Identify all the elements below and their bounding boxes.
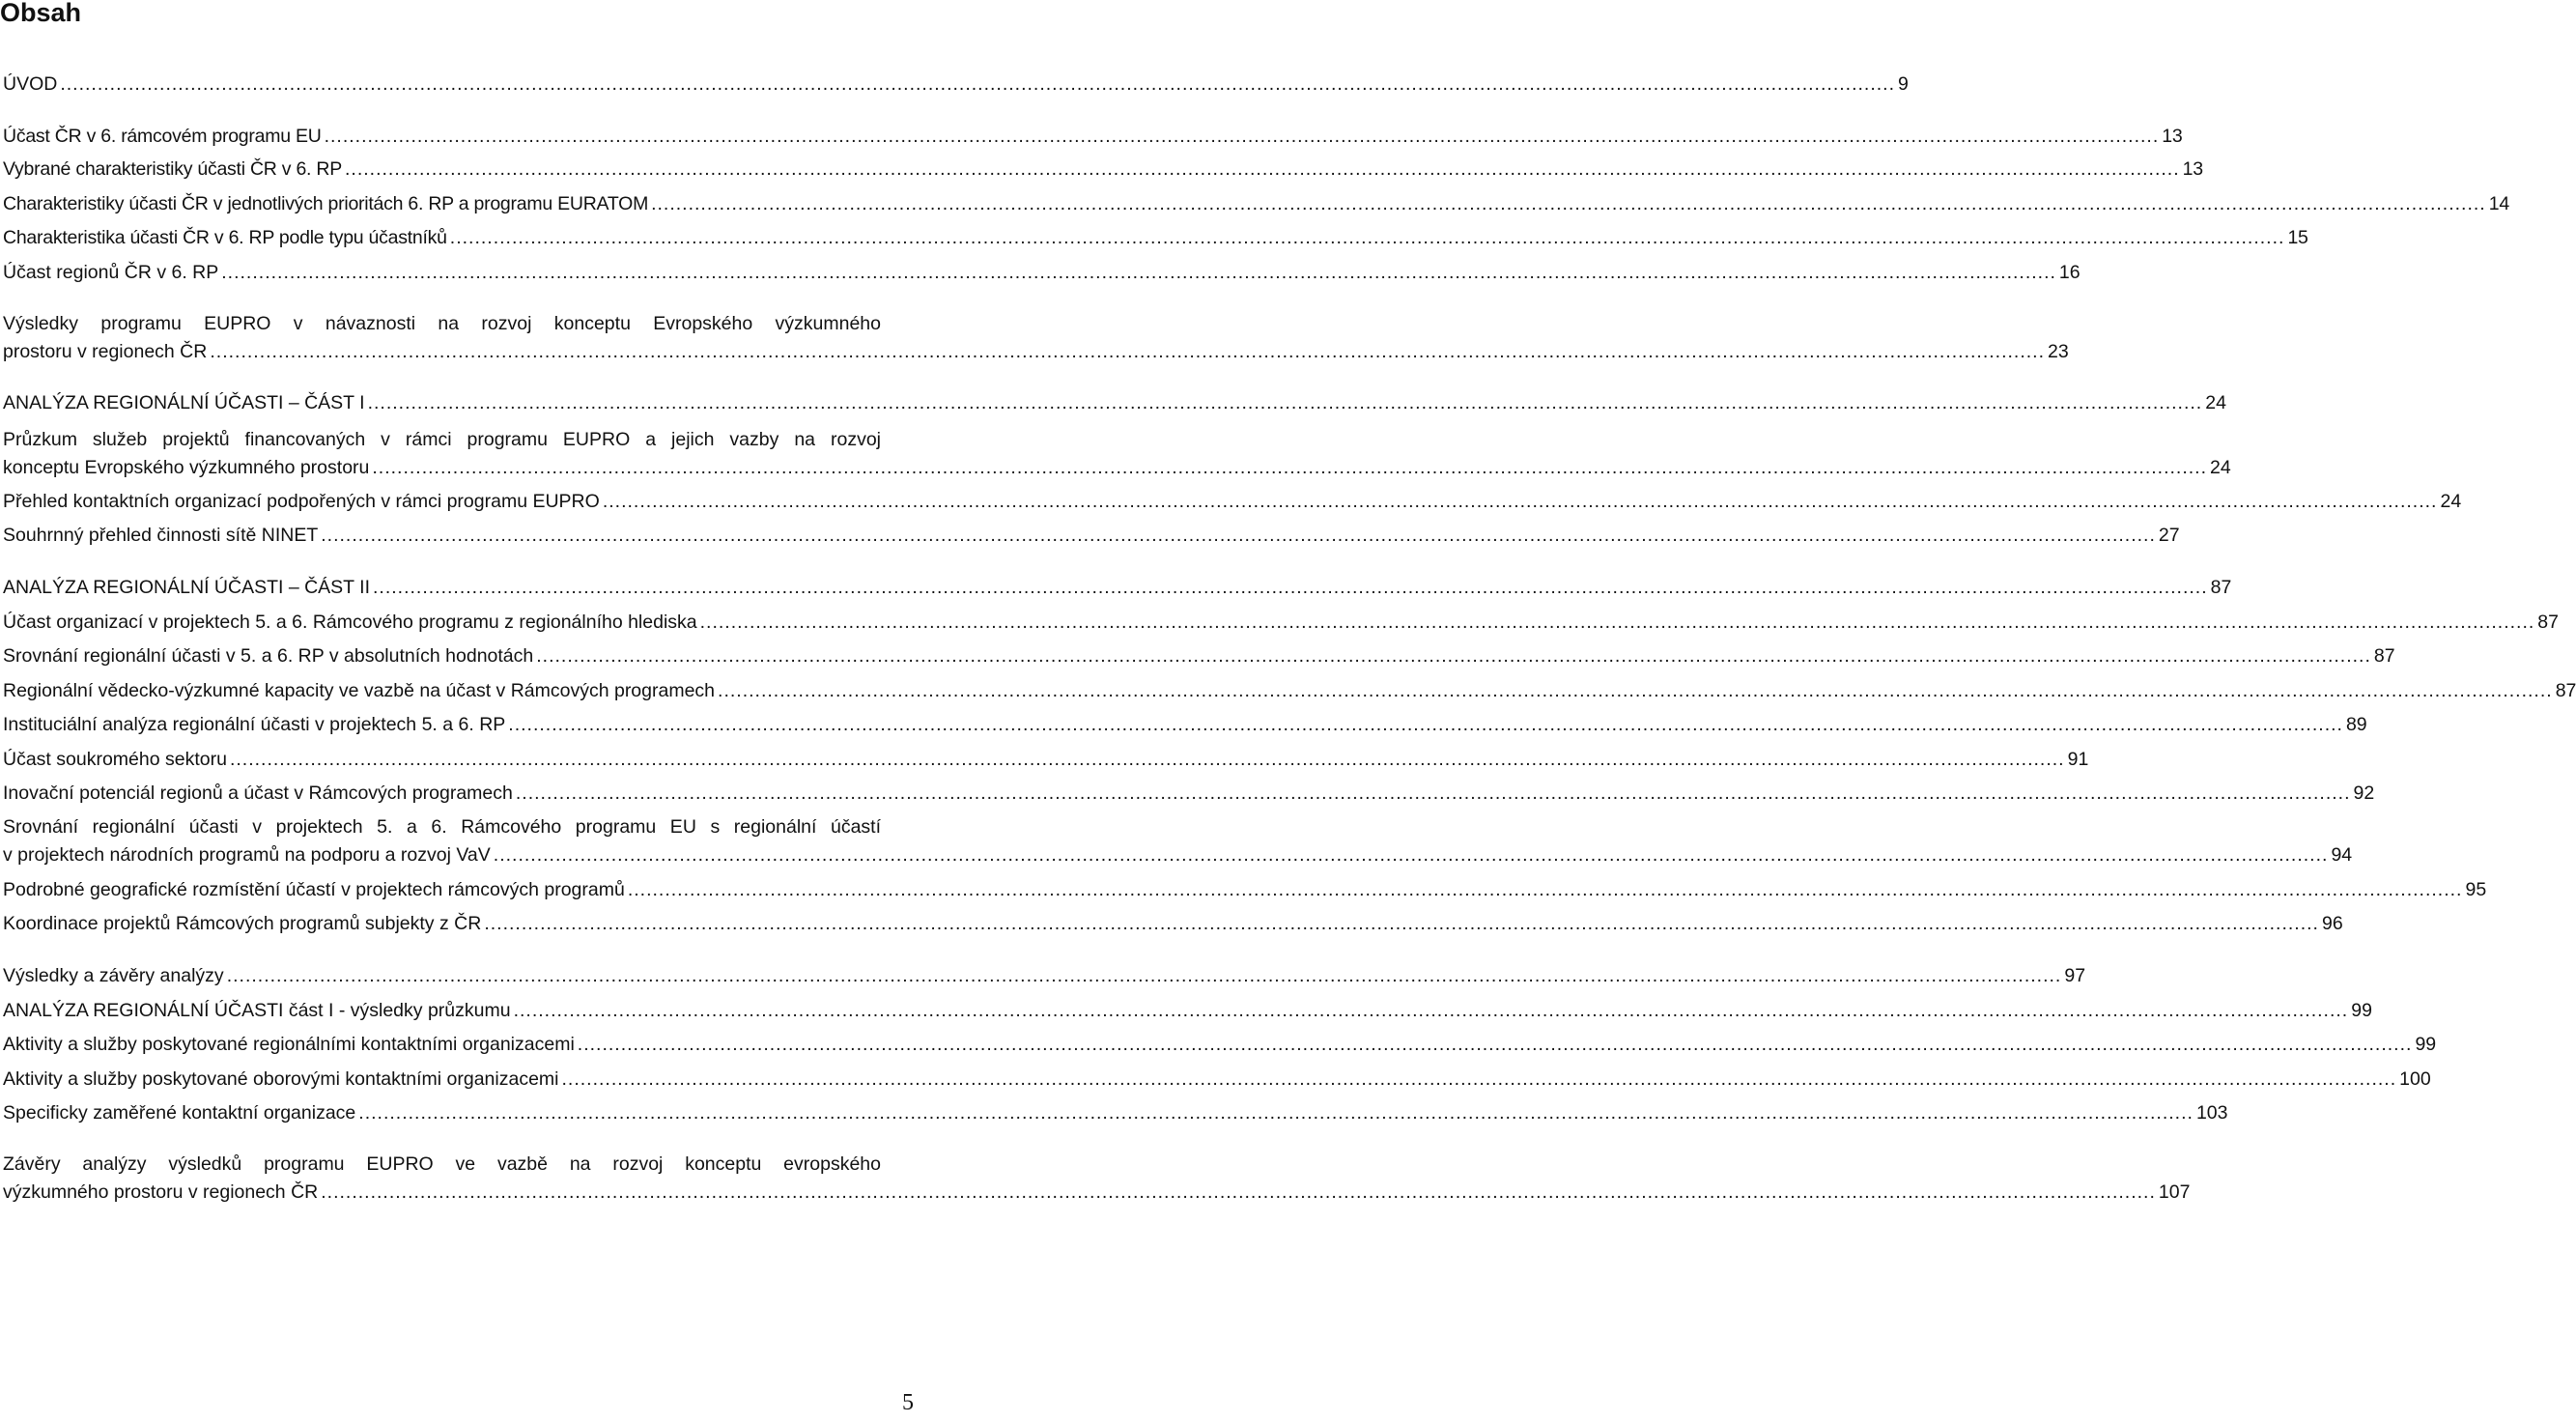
toc-entry-title: prostoru v regionech ČR <box>3 341 208 362</box>
toc-entry[interactable] <box>3 609 2559 637</box>
toc-entry[interactable] <box>3 780 2375 808</box>
toc-entry[interactable] <box>3 156 2203 184</box>
toc-entry[interactable] <box>3 1151 2191 1207</box>
toc-leader-dots: ........................................................................................................................................................................................................................................................................................................ <box>373 577 2208 598</box>
toc-entry[interactable] <box>3 389 2226 417</box>
toc-entry-title: Účast ČR v 6. rámcovém programu EU <box>3 126 322 147</box>
toc-page-number: 99 <box>2351 1000 2372 1021</box>
toc-page-number: 91 <box>2067 749 2089 770</box>
toc-entry-title: Účast regionů ČR v 6. RP <box>3 262 219 283</box>
toc-entry[interactable] <box>3 310 2069 366</box>
toc-entry-title: Srovnání regionální účasti v 5. a 6. RP v absolutních hodnotách <box>3 645 534 667</box>
toc-leader-dots: ........................................................................................................................................................................................................................................................................................................ <box>221 262 2056 283</box>
toc-entry[interactable] <box>3 190 2509 218</box>
toc-leader-dots: ........................................................................................................................................................................................................................................................................................................ <box>210 341 2046 362</box>
toc-page-number: 15 <box>2287 227 2308 248</box>
toc-leader-dots: ........................................................................................................................................................................................................................................................................................................ <box>513 1000 2349 1021</box>
toc-entry-title: Aktivity a služby poskytované regionálními kontaktními organizacemi <box>3 1034 575 1055</box>
page-number: 5 <box>902 1390 914 1415</box>
toc-leader-dots: ........................................................................................................................................................................................................................................................................................................ <box>229 749 2065 770</box>
toc-leader-dots: ........................................................................................................................................................................................................................................................................................................ <box>561 1068 2397 1090</box>
toc-leader-dots: ........................................................................................................................................................................................................................................................................................................ <box>651 193 2486 214</box>
toc-entry-title: Charakteristiky účasti ČR v jednotlivých prioritách 6. RP a programu EURATOM <box>3 193 649 214</box>
toc-page-number: 23 <box>2048 341 2069 362</box>
toc-page-number: 96 <box>2321 913 2343 934</box>
toc-entry-title-line1: Závěry analýzy výsledků programu EUPRO ve vazbě na rozvoj konceptu evropského <box>3 1153 881 1175</box>
toc-leader-dots: ........................................................................................................................................................................................................................................................................................................ <box>602 491 2438 512</box>
toc-page-number: 87 <box>2555 680 2576 701</box>
toc-page-number: 87 <box>2373 645 2395 667</box>
toc-entry-title: Účast organizací v projektech 5. a 6. Rámcového programu z regionálního hlediska <box>3 612 697 633</box>
toc-leader-dots: ........................................................................................................................................................................................................................................................................................................ <box>372 457 2208 478</box>
toc-leader-dots: ........................................................................................................................................................................................................................................................................................................ <box>536 645 2371 667</box>
toc-leader-dots: ........................................................................................................................................................................................................................................................................................................ <box>345 158 2180 180</box>
toc-leader-dots: ........................................................................................................................................................................................................................................................................................................ <box>699 612 2535 633</box>
toc-entry-title: Podrobné geografické rozmístění účastí v projektech rámcových programů <box>3 879 625 900</box>
toc-page-number: 100 <box>2399 1068 2431 1090</box>
toc-entry[interactable] <box>3 224 2308 252</box>
toc-entry-title: Účast soukromého sektoru <box>3 749 227 770</box>
toc-leader-dots: ........................................................................................................................................................................................................................................................................................................ <box>358 1102 2194 1124</box>
toc-entry[interactable] <box>3 123 2183 151</box>
toc-entry-title: v projektech národních programů na podporu a rozvoj VaV <box>3 844 491 866</box>
toc-entry[interactable] <box>3 876 2487 904</box>
toc-entry-title: Regionální vědecko-výzkumné kapacity ve vazbě na účast v Rámcových programech <box>3 680 716 701</box>
toc-page-number: 89 <box>2345 714 2367 735</box>
toc-page-number: 107 <box>2158 1181 2191 1203</box>
toc-entry-title: konceptu Evropského výzkumného prostoru <box>3 457 370 478</box>
toc-entry[interactable] <box>3 426 2231 482</box>
toc-page-number: 87 <box>2210 577 2232 598</box>
toc-entry[interactable] <box>3 1031 2437 1059</box>
toc-entry[interactable] <box>3 71 1909 99</box>
toc-leader-dots: ........................................................................................................................................................................................................................................................................................................ <box>449 227 2285 248</box>
toc-entry[interactable] <box>3 997 2372 1025</box>
toc-leader-dots: ........................................................................................................................................................................................................................................................................................................ <box>718 680 2553 701</box>
toc-entry-title: výzkumného prostoru v regionech ČR <box>3 1181 319 1203</box>
toc-entry[interactable] <box>3 574 2232 602</box>
toc-entry[interactable] <box>3 259 2081 287</box>
toc-entry-title: Koordinace projektů Rámcových programů subjekty z ČR <box>3 913 482 934</box>
toc-page-number: 95 <box>2465 879 2487 900</box>
toc-entry[interactable] <box>3 488 2462 516</box>
toc-entry[interactable] <box>3 746 2089 774</box>
toc-entry-title-line1: Výsledky programu EUPRO v návaznosti na rozvoj konceptu Evropského výzkumného <box>3 313 881 334</box>
toc-page-number: 16 <box>2058 262 2081 283</box>
toc-entry[interactable] <box>3 910 2343 938</box>
toc-entry-title: Souhrnný přehled činnosti sítě NINET <box>3 525 319 546</box>
toc-entry-title: Specificky zaměřené kontaktní organizace <box>3 1102 356 1124</box>
toc-entry-title: Aktivity a služby poskytované oborovými kontaktními organizacemi <box>3 1068 559 1090</box>
toc-leader-dots: ........................................................................................................................................................................................................................................................................................................ <box>367 392 2203 413</box>
toc-entry-title: Charakteristika účasti ČR v 6. RP podle typu účastníků <box>3 227 447 248</box>
toc-entry[interactable] <box>3 642 2395 670</box>
toc-leader-dots: ........................................................................................................................................................................................................................................................................................................ <box>627 879 2463 900</box>
toc-leader-dots: ........................................................................................................................................................................................................................................................................................................ <box>321 1181 2156 1203</box>
toc-entry[interactable] <box>3 711 2367 739</box>
toc-entry-title: Inovační potenciál regionů a účast v Rámcových programech <box>3 783 513 804</box>
toc-page-number: 24 <box>2210 457 2231 478</box>
toc-entry[interactable] <box>3 1066 2431 1094</box>
toc-page-number: 24 <box>2440 491 2462 512</box>
toc-leader-dots: ........................................................................................................................................................................................................................................................................................................ <box>60 73 1895 95</box>
toc-leader-dots: ........................................................................................................................................................................................................................................................................................................ <box>324 126 2160 147</box>
toc-page-number: 99 <box>2415 1034 2437 1055</box>
toc-leader-dots: ........................................................................................................................................................................................................................................................................................................ <box>493 844 2329 866</box>
toc-entry-title: ANALÝZA REGIONÁLNÍ ÚČASTI část I - výsledky průzkumu <box>3 1000 511 1021</box>
toc-entry[interactable] <box>3 677 2576 705</box>
toc-leader-dots: ........................................................................................................................................................................................................................................................................................................ <box>508 714 2343 735</box>
toc-entry-title: Vybrané charakteristiky účasti ČR v 6. RP <box>3 158 342 180</box>
toc-page-number: 14 <box>2488 193 2509 214</box>
page-title: Obsah <box>0 0 82 27</box>
toc-page-number: 103 <box>2195 1102 2228 1124</box>
toc-leader-dots: ........................................................................................................................................................................................................................................................................................................ <box>484 913 2319 934</box>
toc-entry[interactable] <box>3 962 2086 990</box>
toc-page-number: 27 <box>2158 525 2180 546</box>
toc-page-number: 94 <box>2331 844 2353 866</box>
toc-leader-dots: ........................................................................................................................................................................................................................................................................................................ <box>577 1034 2413 1055</box>
toc-page-number: 13 <box>2162 126 2183 147</box>
toc-leader-dots: ........................................................................................................................................................................................................................................................................................................ <box>321 525 2156 546</box>
toc-entry-title: ÚVOD <box>3 73 58 95</box>
toc-leader-dots: ........................................................................................................................................................................................................................................................................................................ <box>226 965 2062 986</box>
toc-entry-title-line1: Srovnání regionální účasti v projektech 5. a 6. Rámcového programu EU s regionální účastí <box>3 816 881 838</box>
toc-entry-title: Přehled kontaktních organizací podpořených v rámci programu EUPRO <box>3 491 600 512</box>
toc-page-number: 13 <box>2182 158 2203 180</box>
toc-leader-dots: ........................................................................................................................................................................................................................................................................................................ <box>515 783 2351 804</box>
toc-entry-title-line1: Průzkum služeb projektů financovaných v rámci programu EUPRO a jejich vazby na rozvoj <box>3 429 881 450</box>
toc-entry[interactable] <box>3 813 2353 869</box>
toc-page-number: 24 <box>2205 392 2226 413</box>
toc-entry-title: ANALÝZA REGIONÁLNÍ ÚČASTI – ČÁST II <box>3 577 370 598</box>
toc-entry-title: ANALÝZA REGIONÁLNÍ ÚČASTI – ČÁST I <box>3 392 365 413</box>
toc-page-number: 9 <box>1898 73 1909 95</box>
toc-page-number: 87 <box>2537 612 2559 633</box>
toc-entry-title: Výsledky a závěry analýzy <box>3 965 224 986</box>
toc-entry-title: Instituciální analýza regionální účasti v projektech 5. a 6. RP <box>3 714 506 735</box>
toc-entry[interactable] <box>3 522 2180 550</box>
toc-page-number: 97 <box>2064 965 2086 986</box>
toc-page-number: 92 <box>2353 783 2375 804</box>
toc-entry[interactable] <box>3 1099 2228 1127</box>
